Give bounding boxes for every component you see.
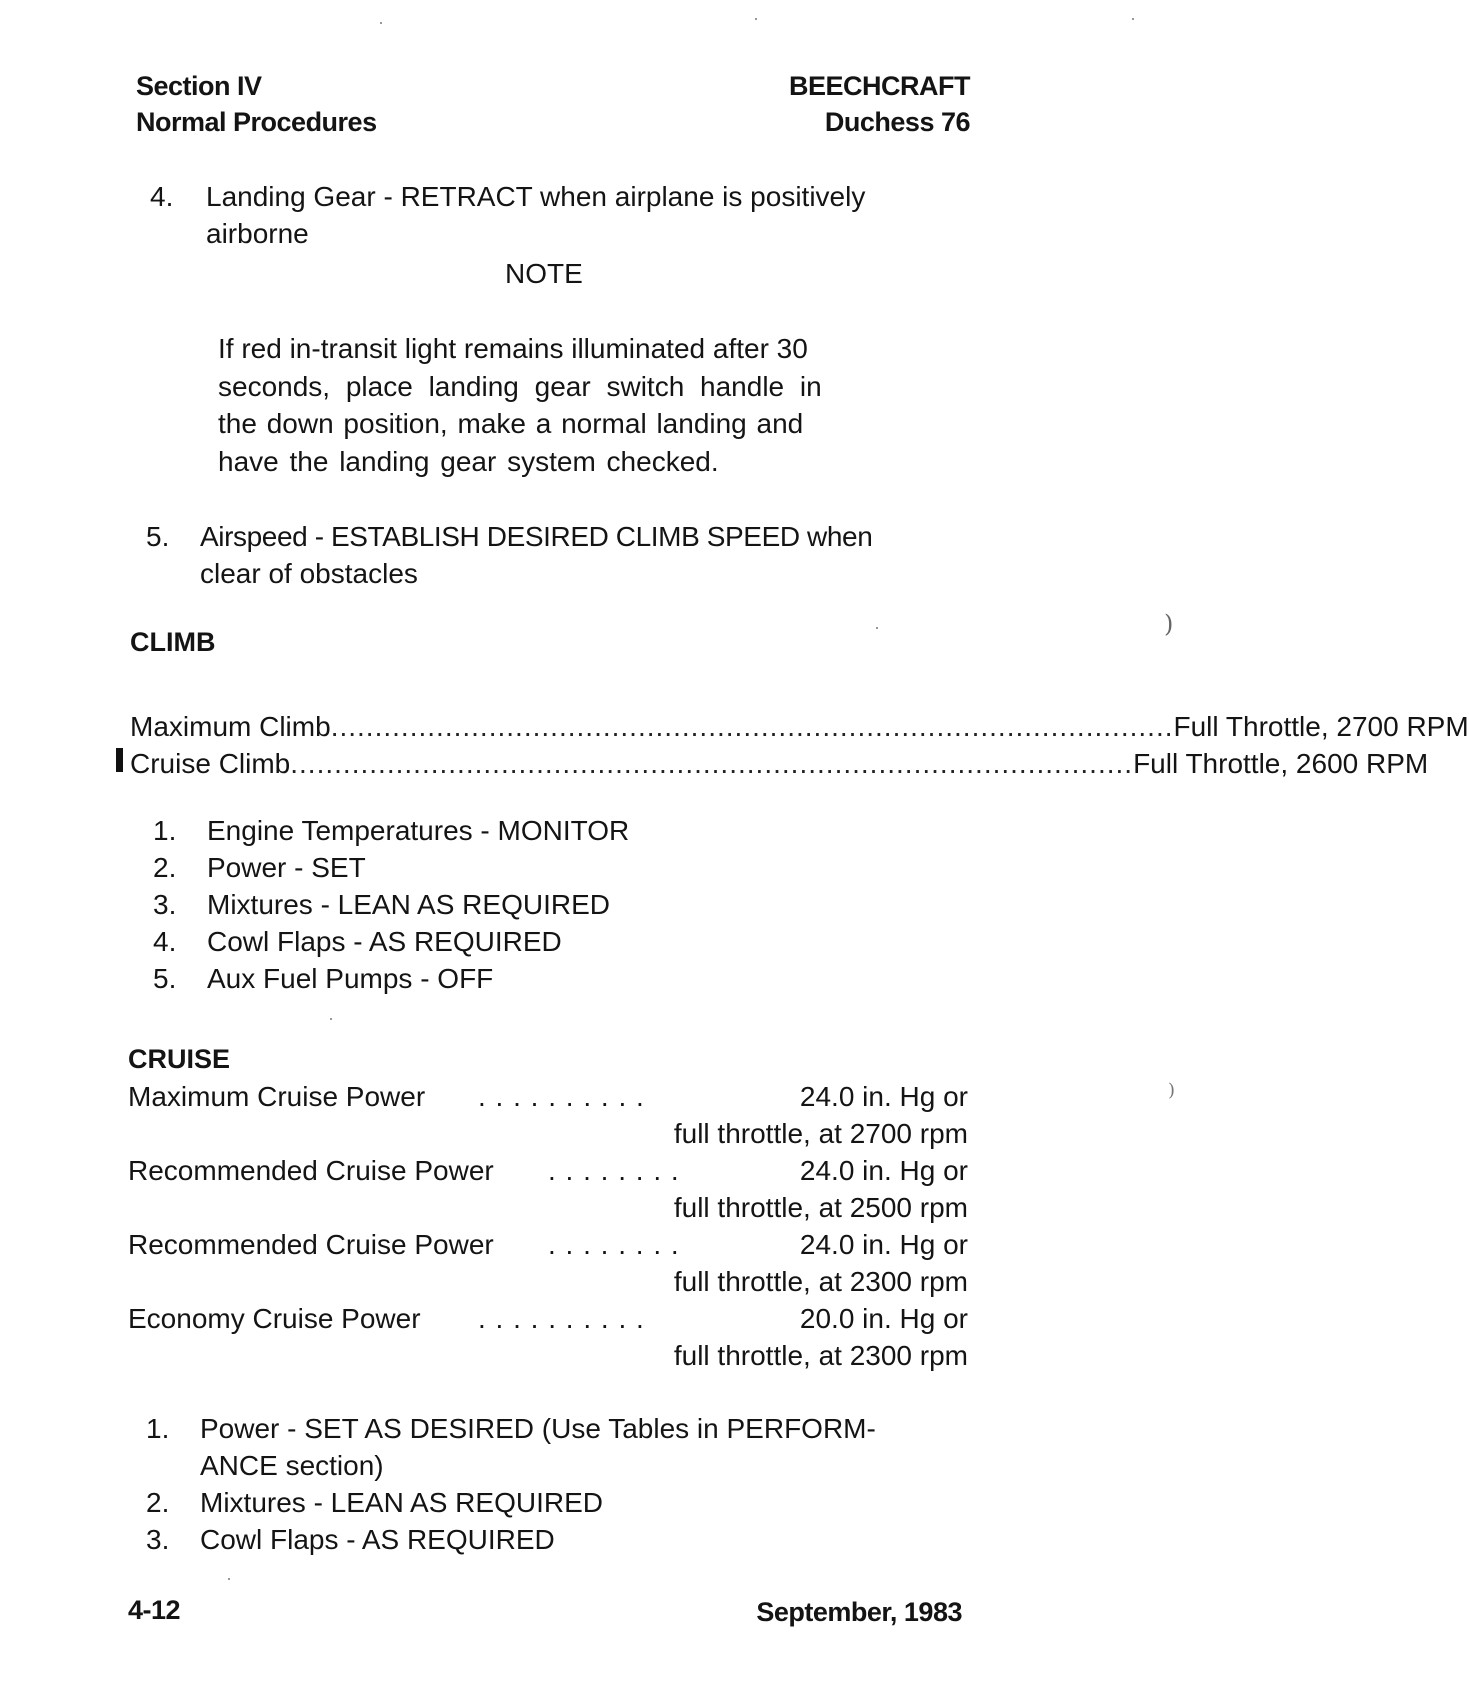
scan-speck	[876, 627, 878, 629]
aircraft-model: Duchess 76	[824, 107, 970, 137]
list-item	[153, 812, 629, 849]
list-item	[150, 178, 970, 252]
item-number: 4.	[153, 926, 177, 957]
note-line: seconds, place landing gear switch handle in	[218, 370, 822, 402]
item-text-line: Cowl Flaps - AS REQUIRED	[200, 1524, 555, 1555]
climb-list	[153, 812, 629, 997]
item-number: 3.	[146, 1524, 170, 1555]
change-bar	[116, 748, 123, 772]
climb-heading: CLIMB	[130, 627, 216, 657]
item-number: 1.	[153, 815, 177, 846]
item-number: 2.	[146, 1487, 170, 1518]
item-number: 2.	[153, 852, 177, 883]
aircraft-title	[789, 68, 970, 140]
dot-leader: ................................................................................................	[330, 711, 1174, 742]
cruise-settings	[128, 1078, 968, 1374]
dot-leader: . . . . . . . . . .	[478, 1081, 645, 1112]
cruise-heading: CRUISE	[128, 1044, 231, 1074]
setting-label: Recommended Cruise Power	[128, 1229, 494, 1260]
section-number: Section IV	[136, 71, 262, 101]
setting-value: 20.0 in. Hg or	[799, 1303, 968, 1334]
item-text-line: ANCE section)	[200, 1450, 384, 1481]
setting-value-cont: full throttle, at 2300 rpm	[673, 1340, 968, 1371]
scan-speck	[380, 22, 382, 24]
dot-leader: ................................................................................................	[290, 748, 1134, 779]
item-text: Cowl Flaps - AS REQUIRED	[207, 926, 562, 957]
item-text-line: Power - SET AS DESIRED (Use Tables in PERFORM-	[200, 1413, 876, 1444]
setting-value: Full Throttle, 2700 RPM	[1173, 711, 1469, 742]
setting-label: Recommended Cruise Power	[128, 1155, 494, 1186]
note-body	[218, 330, 888, 480]
cruise-setting	[128, 1300, 968, 1374]
page-number: 4-12	[128, 1595, 181, 1625]
list-item	[153, 960, 629, 997]
note-title: NOTE	[505, 258, 583, 289]
item-text: Power - SET	[207, 852, 366, 883]
setting-value-cont: full throttle, at 2300 rpm	[673, 1266, 968, 1297]
revision-date: September, 1983	[756, 1597, 962, 1627]
item-text-line: clear of obstacles	[200, 558, 418, 589]
cruise-setting	[128, 1152, 968, 1226]
item-text-line: airborne	[206, 218, 309, 249]
item-text: Aux Fuel Pumps - OFF	[207, 963, 494, 994]
list-item	[153, 923, 629, 960]
item-text-line: Airspeed - ESTABLISH DESIRED CLIMB SPEED when	[200, 521, 873, 552]
dot-leader: . . . . . . . .	[548, 1229, 680, 1260]
scan-speck	[755, 18, 757, 20]
climb-settings	[130, 708, 1469, 782]
list-item	[146, 518, 976, 592]
note-line: have the landing gear system checked.	[218, 445, 719, 477]
list-item	[146, 1410, 976, 1484]
scan-speck	[1132, 18, 1134, 20]
section-name: Normal Procedures	[136, 107, 377, 137]
scan-mark: )	[1168, 1080, 1176, 1101]
list-item	[153, 849, 629, 886]
setting-label: Maximum Climb	[130, 711, 331, 742]
cruise-setting	[128, 1226, 968, 1300]
climb-setting-row	[130, 708, 1469, 745]
item-number: 4.	[150, 181, 174, 212]
setting-value: 24.0 in. Hg or	[799, 1229, 968, 1260]
dot-leader: . . . . . . . . . .	[478, 1303, 645, 1334]
scan-speck	[228, 1578, 230, 1580]
item-text: Engine Temperatures - MONITOR	[207, 815, 630, 846]
item-text-line: Mixtures - LEAN AS REQUIRED	[200, 1487, 603, 1518]
section-title	[136, 68, 377, 140]
list-item	[153, 886, 629, 923]
setting-label: Maximum Cruise Power	[128, 1081, 426, 1112]
item-number: 3.	[153, 889, 177, 920]
climb-setting-row	[130, 745, 1429, 782]
cruise-setting	[128, 1078, 968, 1152]
setting-label: Economy Cruise Power	[128, 1303, 421, 1334]
cruise-list	[146, 1410, 976, 1558]
setting-value: 24.0 in. Hg or	[799, 1081, 968, 1112]
dot-leader: . . . . . . . .	[548, 1155, 680, 1186]
manufacturer: BEECHCRAFT	[789, 71, 970, 101]
item-text: Mixtures - LEAN AS REQUIRED	[207, 889, 610, 920]
setting-value: 24.0 in. Hg or	[799, 1155, 968, 1186]
list-item	[146, 1521, 976, 1558]
setting-value-cont: full throttle, at 2700 rpm	[673, 1118, 968, 1149]
note-line: the down position, make a normal landing and	[218, 408, 804, 439]
setting-value: Full Throttle, 2600 RPM	[1133, 748, 1429, 779]
setting-value-cont: full throttle, at 2500 rpm	[673, 1192, 968, 1223]
list-item	[146, 1484, 976, 1521]
item-number: 5.	[146, 521, 170, 552]
item-number: 5.	[153, 963, 177, 994]
note-line: If red in-transit light remains illuminated after 30	[218, 333, 808, 364]
setting-label: Cruise Climb	[130, 748, 291, 779]
item-number: 1.	[146, 1413, 170, 1444]
scan-speck	[330, 1018, 332, 1020]
scan-mark: )	[1164, 610, 1174, 638]
item-text-line: Landing Gear - RETRACT when airplane is positively	[206, 181, 866, 212]
